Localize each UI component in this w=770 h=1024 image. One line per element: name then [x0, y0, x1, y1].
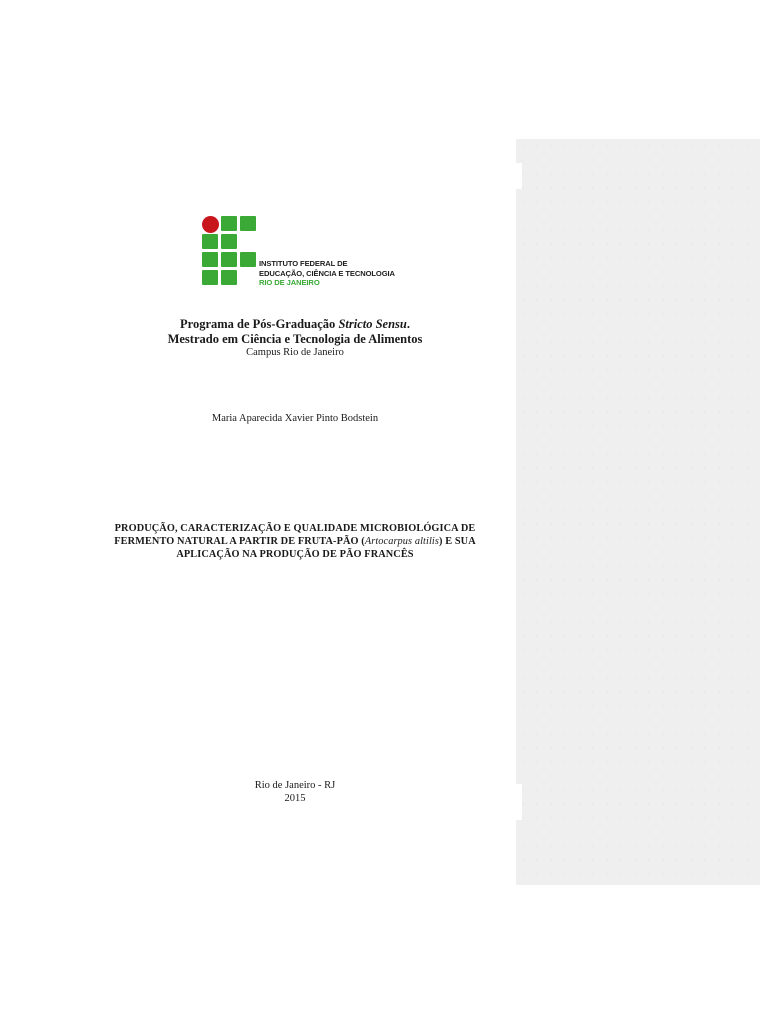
- logo-text-line3: RIO DE JANEIRO: [259, 278, 320, 288]
- logo-green-square: [240, 216, 256, 231]
- logo-green-square: [221, 216, 237, 231]
- logo-green-square: [221, 270, 237, 285]
- panel-notch: [516, 163, 522, 189]
- program-subtitle: Mestrado em Ciência e Tecnologia de Alimentos: [167, 332, 423, 346]
- logo-green-square: [202, 234, 218, 249]
- author-name: Maria Aparecida Xavier Pinto Bodstein: [211, 413, 379, 424]
- thesis-title-line2-post: ) E SUA: [439, 536, 476, 547]
- logo-green-square: [221, 252, 237, 267]
- logo-text-line2: EDUCAÇÃO, CIÊNCIA E TECNOLOGIA: [259, 268, 395, 278]
- program-title-italic: Stricto Sensu: [338, 317, 407, 331]
- campus-label: Campus Rio de Janeiro: [246, 347, 344, 358]
- logo-green-square: [202, 252, 218, 267]
- program-title: [95, 317, 495, 332]
- comment-margin-panel: [516, 139, 760, 885]
- thesis-title-line2-pre: FERMENTO NATURAL A PARTIR DE FRUTA-PÃO (: [114, 536, 365, 547]
- place-label: Rio de Janeiro - RJ: [254, 780, 336, 791]
- year-label: 2015: [284, 793, 306, 804]
- thesis-title-line1: PRODUÇÃO, CARACTERIZAÇÃO E QUALIDADE MICROBIOLÓGICA DE: [114, 523, 476, 534]
- program-title-end: .: [406, 317, 410, 331]
- program-title-main: Programa de Pós-Graduação: [180, 317, 339, 331]
- logo-green-square: [221, 234, 237, 249]
- thesis-title-line2: [95, 536, 495, 547]
- logo-text-line1: INSTITUTO FEDERAL DE: [259, 259, 348, 268]
- thesis-title-species: Artocarpus altilis: [364, 536, 439, 547]
- logo-green-square: [240, 252, 256, 267]
- logo-green-square: [202, 270, 218, 285]
- institution-logo: [202, 216, 402, 288]
- logo-text: [259, 259, 395, 288]
- thesis-title-line3: APLICAÇÃO NA PRODUÇÃO DE PÃO FRANCÊS: [176, 549, 414, 560]
- logo-red-circle: [202, 216, 219, 233]
- panel-notch: [516, 784, 522, 820]
